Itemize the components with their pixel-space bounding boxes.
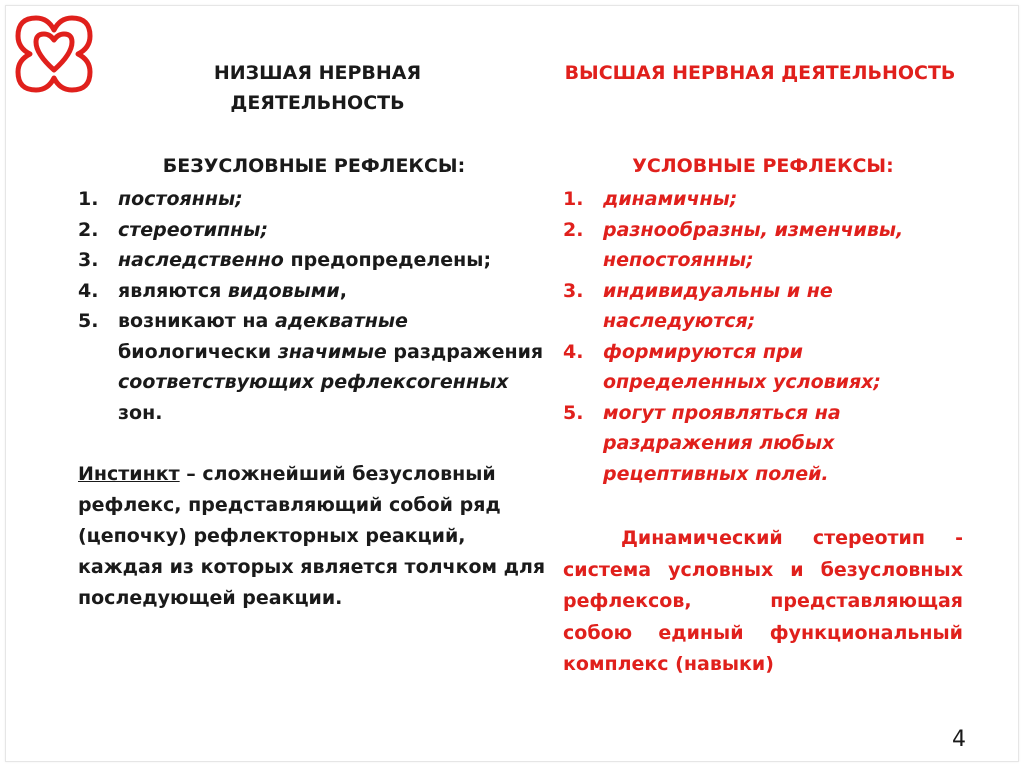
conditioned-reflex-item: [563, 398, 963, 490]
unconditioned-reflex-item: [78, 215, 550, 246]
unconditioned-reflex-item: [78, 245, 550, 276]
list-item-text: формируются при определенных условиях;: [603, 340, 882, 393]
list-item-number: 2.: [78, 218, 99, 241]
list-item-text: могут проявляться на раздражения любых рецептивных полей.: [603, 401, 841, 485]
dynamic-stereotype-definition: Динамический стереотип - система условных и безусловных рефлексов, представляющая собою единый функциональный комплекс (навыки): [563, 527, 963, 675]
list-item-text: наследственно предопределены;: [118, 249, 492, 271]
instinct-text: – сложнейший безусловный рефлекс, представляющий собой ряд (цепочку) рефлекторных реакций, каждая из которых является толчком для последующей реакции.: [78, 463, 546, 609]
list-item-number: 1.: [563, 188, 584, 210]
list-item-text: динамичны;: [603, 188, 738, 210]
list-item-number: 4.: [78, 279, 99, 302]
unconditioned-reflex-item: [78, 306, 550, 428]
list-item-text: разнообразны, изменчивы, непостоянны;: [603, 218, 904, 271]
conditioned-reflex-item: [563, 337, 963, 398]
list-item-number: 5.: [78, 310, 99, 332]
conditioned-reflexes-list: [563, 184, 963, 489]
list-item-text: постоянны;: [118, 188, 243, 210]
list-item-text: индивидуальны и не наследуются;: [603, 279, 833, 332]
unconditioned-reflexes-subheading: БЕЗУСЛОВНЫЕ РЕФЛЕКСЫ:: [162, 155, 466, 177]
unconditioned-reflex-item: [78, 276, 550, 307]
list-item-number: 2.: [563, 218, 584, 241]
list-item-number: 1.: [78, 188, 99, 210]
page-number: 4: [952, 727, 966, 752]
unconditioned-reflex-item: [78, 184, 550, 215]
instinct-term: Инстинкт: [78, 463, 180, 485]
list-item-text: являются видовыми,: [118, 279, 347, 302]
hearts-knot-logo-icon: [8, 8, 100, 100]
list-item-number: 3.: [563, 279, 584, 302]
right-heading: ВЫСШАЯ НЕРВНАЯ ДЕЯТЕЛЬНОСТЬ: [564, 62, 956, 84]
conditioned-reflex-item: [563, 184, 963, 215]
conditioned-reflexes-subheading: УСЛОВНЫЕ РЕФЛЕКСЫ:: [632, 155, 894, 177]
list-item-number: 4.: [563, 340, 584, 363]
list-item-text: стереотипны;: [118, 218, 269, 241]
list-item-text: возникают на адекватные биологически значимые раздражения соответствующих рефлексогенных зон.: [118, 310, 544, 424]
instinct-definition: [78, 459, 550, 614]
list-item-number: 5.: [563, 401, 584, 424]
left-heading: НИЗШАЯ НЕРВНАЯ ДЕЯТЕЛЬНОСТЬ: [213, 62, 422, 114]
conditioned-reflex-item: [563, 276, 963, 337]
list-item-number: 3.: [78, 249, 99, 271]
unconditioned-reflexes-list: [78, 184, 550, 428]
conditioned-reflex-item: [563, 215, 963, 276]
